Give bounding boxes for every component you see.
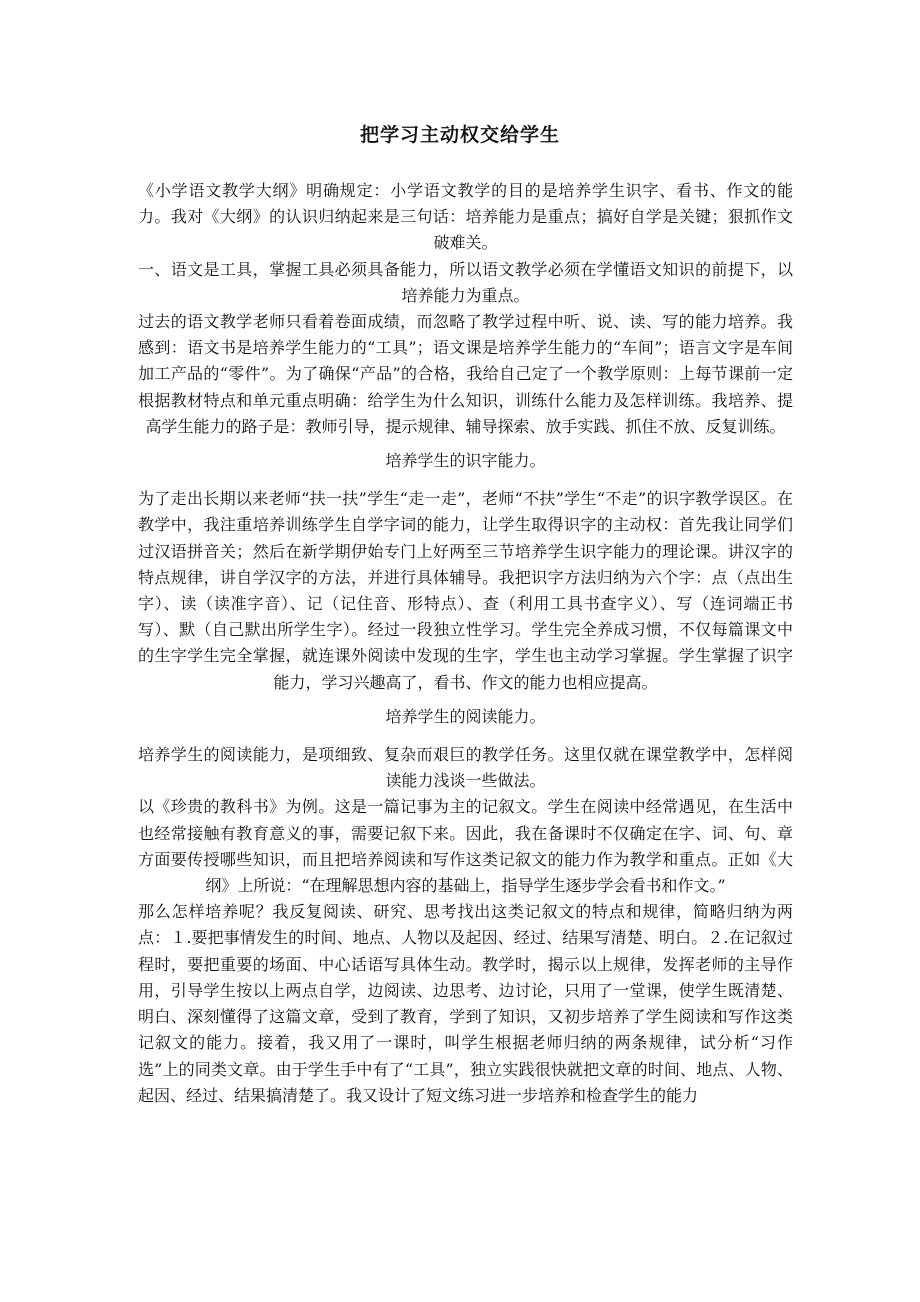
document-body <box>138 178 793 1109</box>
paragraph-point-one: 一、语文是工具，掌握工具必须具备能力，所以语文教学必须在学懂语文知识的前提下，以培养能力为重点。 <box>138 259 793 305</box>
paragraph-reading-intro: 培养学生的阅读能力，是项细致、复杂而艰巨的教学任务。这里仅就在课堂教学中，怎样阅读能力浅谈一些做法。 <box>138 745 793 791</box>
paragraph-example: 以《珍贵的教科书》为例。这是一篇记事为主的记叙文。学生在阅读中经常遇见，在生活中也经常接触有教育意义的事，需要记叙下来。因此，我在备课时不仅确定在字、词、句、章方面要传授哪些知识，而且把培养阅读和写作这类记叙文的能力作为教学和重点。正如《大纲》上所说：“在理解思想内容的基础上，指导学生逐步学会看书和作文。” <box>138 797 793 896</box>
paragraph-past-teaching: 过去的语文教学老师只看着卷面成绩，而忽略了教学过程中听、说、读、写的能力培养。我感到：语文书是培养学生能力的“工具”；语文课是培养学生能力的“车间”；语言文字是车间加工产品的“零件”。为了确保“产品”的合格，我给自己定了一个教学原则：上每节课前一定根据教材特点和单元重点明确：给学生为什么知识，训练什么能力及怎样训练。我培养、提高学生能力的路子是：教师引导，提示规律、辅导探索、放手实践、抓住不放、反复训练。 <box>138 312 793 436</box>
document-title: 把学习主动权交给学生 <box>359 124 560 146</box>
section-heading-reading: 培养学生的阅读能力。 <box>385 706 546 726</box>
paragraph-method: 那么怎样培养呢？我反复阅读、研究、思考找出这类记叙文的特点和规律，简略归纳为两点：１.要把事情发生的时间、地点、人物以及起因、经过、结果写清楚、明白。２.在记叙过程时，要把重要的场面、中心话语写具体生动。教学时，揭示以上规律，发挥老师的主导作用，引导学生按以上两点自学，边阅读、边思考、边讨论，只用了一堂课，使学生既清楚、明白、深刻懂得了这篇文章，受到了教育，学到了知识，又初步培养了学生阅读和写作这类记叙文的能力。接着，我又用了一课时，叫学生根据老师归纳的两条规律，试分析“习作选”上的同类文章。由于学生手中有了“工具”，独立实践很快就把文章的时间、地点、人物、起因、经过、结果搞清楚了。我又设计了短文练习进一步培养和检查学生的能力 <box>138 902 793 1105</box>
paragraph-intro: 《小学语文教学大纲》明确规定：小学语文教学的目的是培养学生识字、看书、作文的能力。我对《大纲》的认识归纳起来是三句话：培养能力是重点；搞好自学是关键；狠抓作文破难关。 <box>138 181 793 253</box>
section-heading-literacy: 培养学生的识字能力。 <box>385 451 546 471</box>
paragraph-literacy: 为了走出长期以来老师“扶一扶”学生“走一走”，老师“不扶”学生“不走”的识字教学误区。在教学中，我注重培养训练学生自学字词的能力，让学生取得识字的主动权：首先我让同学们过汉语拼音关；然后在新学期伊始专门上好两至三节培养学生识字能力的理论课。讲汉字的特点规律，讲自学汉字的方法，并进行具体辅导。我把识字方法归纳为六个字：点（点出生字）、读（读准字音）、记（记住音、形特点）、查（利用工具书查字义）、写（连词端正书写）、默（自己默出所学生字）。经过一段独立性学习。学生完全养成习惯，不仅每篇课文中的生字学生完全掌握，就连课外阅读中发现的生字，学生也主动学习掌握。学生掌握了识字能力，学习兴趣高了，看书、作文的能力也相应提高。 <box>138 489 793 692</box>
